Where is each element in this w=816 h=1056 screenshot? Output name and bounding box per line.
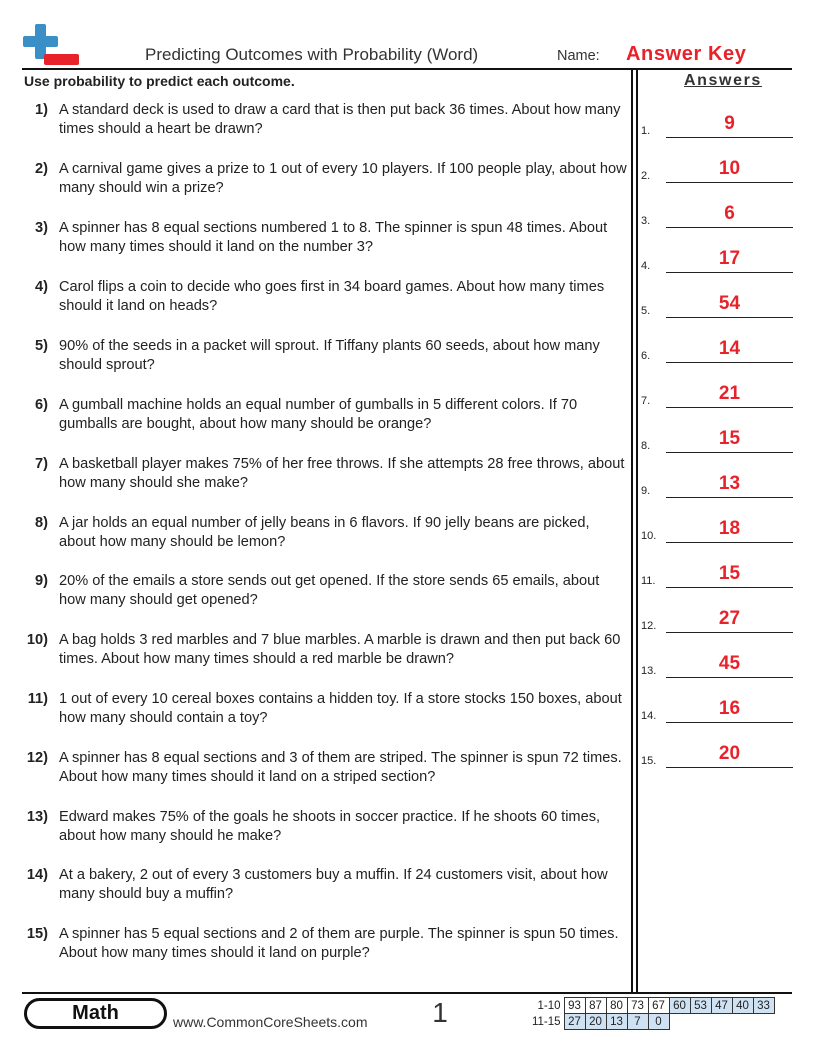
- answer-value: 17: [718, 248, 741, 269]
- answer-number: 12.: [641, 620, 657, 632]
- question-item: [24, 219, 630, 257]
- name-value: Answer Key: [626, 43, 747, 65]
- answer-value: 27: [718, 608, 741, 629]
- score-cell: 80: [606, 998, 627, 1014]
- answer-line: [666, 317, 793, 318]
- answer-line: [666, 407, 793, 408]
- question-number: 4): [35, 279, 48, 295]
- question-number: 1): [35, 102, 48, 118]
- question-number: 5): [35, 338, 48, 354]
- answer-row: [641, 112, 793, 138]
- answer-value: 16: [718, 698, 741, 719]
- answer-number: 8.: [641, 440, 651, 452]
- question-item: [24, 572, 630, 610]
- question-number: 12): [26, 750, 48, 766]
- instructions: Use probability to predict each outcome.: [24, 73, 295, 89]
- answer-value: 9: [724, 113, 735, 134]
- answer-number: 6.: [641, 350, 651, 362]
- subject-badge: Math: [24, 998, 167, 1029]
- score-cell: 60: [669, 998, 690, 1014]
- answer-value: 15: [718, 428, 741, 449]
- answer-row: [641, 292, 793, 318]
- question-text: A basketball player makes 75% of her free throws. If she attempts 28 free throws, about how many should she make?: [59, 456, 625, 491]
- answer-number: 7.: [641, 395, 651, 407]
- header-divider: [22, 68, 792, 70]
- question-number: 13): [26, 809, 48, 825]
- answer-value: 45: [718, 653, 741, 674]
- answer-number: 14.: [641, 710, 657, 722]
- answer-number: 1.: [641, 125, 651, 137]
- question-item: [24, 337, 630, 375]
- score-cell: 67: [648, 998, 669, 1014]
- plus-minus-logo-icon: [22, 22, 80, 68]
- question-item: [24, 101, 630, 139]
- score-cell: 7: [627, 1014, 648, 1030]
- score-table: [529, 997, 775, 1030]
- score-cell: 87: [585, 998, 606, 1014]
- question-text: 90% of the seeds in a packet will sprout. If Tiffany plants 60 seeds, about how many should sprout?: [59, 338, 600, 373]
- question-item: [24, 455, 630, 493]
- answer-value: 6: [724, 203, 735, 224]
- answer-line: [666, 632, 793, 633]
- score-cell: 47: [711, 998, 732, 1014]
- answer-row: [641, 427, 793, 453]
- answer-number: 13.: [641, 665, 657, 677]
- answer-line: [666, 497, 793, 498]
- answer-number: 3.: [641, 215, 651, 227]
- answer-row: [641, 247, 793, 273]
- question-item: [24, 514, 630, 552]
- name-label: Name:: [557, 48, 600, 64]
- question-text: A carnival game gives a prize to 1 out of every 10 players. If 100 people play, about how many should win a prize?: [59, 161, 627, 196]
- question-text: At a bakery, 2 out of every 3 customers buy a muffin. If 24 customers visit, about how many should buy a muffin?: [59, 867, 608, 902]
- question-text: Carol flips a coin to decide who goes first in 34 board games. About how many times should it land on heads?: [59, 279, 605, 314]
- answer-value: 15: [718, 563, 741, 584]
- question-item: [24, 690, 630, 728]
- answer-row: [641, 337, 793, 363]
- question-item: [24, 925, 630, 963]
- question-text: 20% of the emails a store sends out get opened. If the store sends 65 emails, about how many should get opened?: [59, 573, 600, 608]
- answer-number: 11.: [641, 575, 656, 587]
- question-text: Edward makes 75% of the goals he shoots in soccer practice. If he shoots 60 times, about how many should he make?: [59, 809, 601, 844]
- answer-line: [666, 182, 793, 183]
- question-number: 15): [26, 926, 48, 942]
- question-item: [24, 631, 630, 669]
- answer-number: 15.: [641, 755, 657, 767]
- answer-row: [641, 157, 793, 183]
- answer-line: [666, 722, 793, 723]
- footer-divider: [22, 992, 792, 994]
- question-number: 2): [35, 161, 48, 177]
- question-number: 7): [35, 456, 48, 472]
- answer-number: 9.: [641, 485, 651, 497]
- answer-value: 18: [718, 518, 741, 539]
- column-divider: [636, 70, 638, 992]
- website-link[interactable]: www.CommonCoreSheets.com: [173, 1014, 368, 1030]
- score-range-label: 1-10: [537, 999, 561, 1012]
- score-row: [529, 1014, 774, 1030]
- score-cell: 13: [606, 1014, 627, 1030]
- page-number: 1: [432, 997, 448, 1028]
- question-item: [24, 866, 630, 904]
- question-text: A standard deck is used to draw a card that is then put back 36 times. About how many times should a heart be drawn?: [59, 102, 621, 137]
- answer-row: [641, 607, 793, 633]
- question-text: A spinner has 8 equal sections numbered 1 to 8. The spinner is spun 48 times. About how many times should it land on the number 3?: [59, 220, 608, 255]
- question-item: [24, 749, 630, 787]
- answer-line: [666, 137, 793, 138]
- question-number: 3): [35, 220, 48, 236]
- question-text: 1 out of every 10 cereal boxes contains a hidden toy. If a store stocks 150 boxes, about how many should contain a toy?: [59, 691, 622, 726]
- worksheet-title: Predicting Outcomes with Probability (Word): [145, 45, 479, 64]
- answer-row: [641, 382, 793, 408]
- score-cell: 33: [753, 998, 774, 1014]
- answer-line: [666, 767, 793, 768]
- answer-row: [641, 742, 793, 768]
- answer-value: 54: [718, 293, 741, 314]
- question-text: A jar holds an equal number of jelly beans in 6 flavors. If 90 jelly beans are picked, about how many should be lemon?: [59, 515, 590, 550]
- answer-line: [666, 227, 793, 228]
- question-item: [24, 160, 630, 198]
- score-range-label: 11-15: [531, 1015, 561, 1028]
- answer-line: [666, 542, 793, 543]
- answer-row: [641, 517, 793, 543]
- score-row: [529, 998, 774, 1014]
- question-number: 11): [27, 691, 48, 707]
- score-cell: 20: [585, 1014, 606, 1030]
- score-cell: 0: [648, 1014, 669, 1030]
- answer-line: [666, 362, 793, 363]
- score-cell: 73: [627, 998, 648, 1014]
- answer-number: 10.: [641, 530, 657, 542]
- answer-row: [641, 472, 793, 498]
- answer-number: 5.: [641, 305, 651, 317]
- question-text: A gumball machine holds an equal number of gumballs in 5 different colors. If 70 gumballs are bought, about how many should be orange?: [59, 397, 578, 432]
- answer-value: 20: [718, 743, 741, 764]
- question-text: A bag holds 3 red marbles and 7 blue marbles. A marble is drawn and then put back 60 times. About how many times should a red marble be drawn?: [59, 632, 621, 667]
- answer-row: [641, 697, 793, 723]
- score-cell: 27: [564, 1014, 585, 1030]
- answer-number: 2.: [641, 170, 651, 182]
- question-number: 10): [26, 632, 48, 648]
- answer-value: 13: [718, 473, 741, 494]
- answer-line: [666, 677, 793, 678]
- question-number: 9): [35, 573, 48, 589]
- question-number: 8): [35, 515, 48, 531]
- score-cell: 53: [690, 998, 711, 1014]
- answer-value: 14: [718, 338, 741, 359]
- question-text: A spinner has 8 equal sections and 3 of them are striped. The spinner is spun 72 times. About how many times should it land on a striped section?: [59, 750, 622, 785]
- answer-value: 10: [718, 158, 741, 179]
- answers-heading: Answers: [684, 72, 762, 89]
- question-number: 6): [35, 397, 48, 413]
- question-item: [24, 808, 630, 846]
- question-item: [24, 396, 630, 434]
- answer-number: 4.: [641, 260, 651, 272]
- answer-value: 21: [718, 383, 741, 404]
- answer-line: [666, 452, 793, 453]
- question-text: A spinner has 5 equal sections and 2 of them are purple. The spinner is spun 50 times. About how many times should it land on purple?: [59, 926, 619, 961]
- answer-line: [666, 587, 793, 588]
- question-item: [24, 278, 630, 316]
- question-number: 14): [26, 867, 48, 883]
- answer-line: [666, 272, 793, 273]
- score-cell: 93: [564, 998, 585, 1014]
- answer-row: [641, 562, 793, 588]
- score-cell: 40: [732, 998, 753, 1014]
- answer-row: [641, 652, 793, 678]
- column-divider: [631, 70, 633, 992]
- answer-row: [641, 202, 793, 228]
